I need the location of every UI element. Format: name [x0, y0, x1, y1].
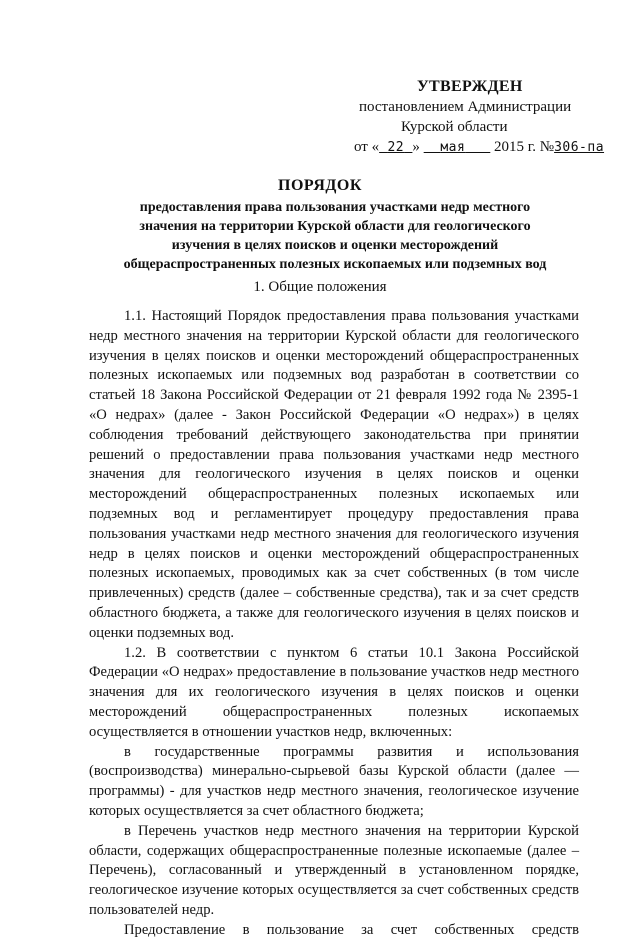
approval-line-region: Курской области [401, 119, 508, 135]
approval-stamp [354, 77, 619, 158]
date-day: 22 [387, 140, 405, 155]
paragraph-provision: Предоставление в пользование за счет собственных средств [124, 921, 579, 938]
date-prefix: от « [354, 139, 380, 155]
paragraph-1-2: 1.2. В соответствии с пунктом 6 статьи 10.1 Закона Российской Федерации «О недрах» предоставление в пользование участков недр местного значения для их геологического изучения в целях поисков и оценки месторождений общераспространенных полезных ископаемых осуществляется в отношении участков недр, включенных: [89, 644, 579, 740]
paragraph-programs-item: в государственные программы развития и использования (воспроизводства) минерально-сырьевой базы Курской области (далее — программы) - для участков недр местного значения, геологическое изучение которых осуществляется за счет областного бюджета; [89, 743, 579, 819]
decree-number: 306-па [554, 140, 605, 155]
approval-date-line [354, 137, 619, 158]
paragraph-1-1: 1.1. Настоящий Порядок предоставления права пользования участками недр местного значения на территории Курской области для геологического изучения в целях поисков и оценки месторождений общераспространенных полезных ископаемых или подземных вод разработан в соответствии со статьей 18 Закона Российской Федерации от 21 февраля 1992 года № 2395-1 «О недрах» (далее - Закон Российской Федерации «О недрах») в целях соблюдения требований действующего законодательства при принятии решений о предоставлении права пользования участками недр местного значения для геологического изучения в целях поисков и оценки месторождений общераспространенных полезных ископаемых или подземных вод и регламентирует процедуру предоставления права пользования участками недр местного значения для геологического изучения недр в целях поисков и оценки месторождений общераспространенных полезных ископаемых, проводимых как за счет собственных (в том числе привлеченных) средств (далее – собственные средства), так и за счет средств областного бюджета, а также для геологического изучения в целях поисков и оценки подземных вод. [89, 308, 579, 641]
document-title: ПОРЯДОК [278, 177, 362, 194]
date-mid: » [412, 139, 420, 155]
paragraph-list-item: в Перечень участков недр местного значения на территории Курской области, содержащих общераспространенные полезные ископаемые (далее – Перечень), согласованный и утвержденный в установленном порядке, геологическое изучение которых осуществляется за счет собственных средств пользователей недр. [89, 822, 579, 918]
approval-title: УТВЕРЖДЕН [417, 78, 523, 95]
date-year: 2015 г. № [494, 139, 555, 155]
date-month: мая [440, 140, 466, 155]
document-body [89, 307, 579, 941]
document-subtitle: предоставления права пользования участками недр местного значения на территории Курской области для геологического изучения в целях поисков и оценки месторождений общераспространенных полезных ископаемых или подземных вод [123, 200, 547, 272]
section-heading: 1. Общие положения [253, 279, 387, 295]
approval-line-decree: постановлением Администрации [359, 99, 572, 115]
